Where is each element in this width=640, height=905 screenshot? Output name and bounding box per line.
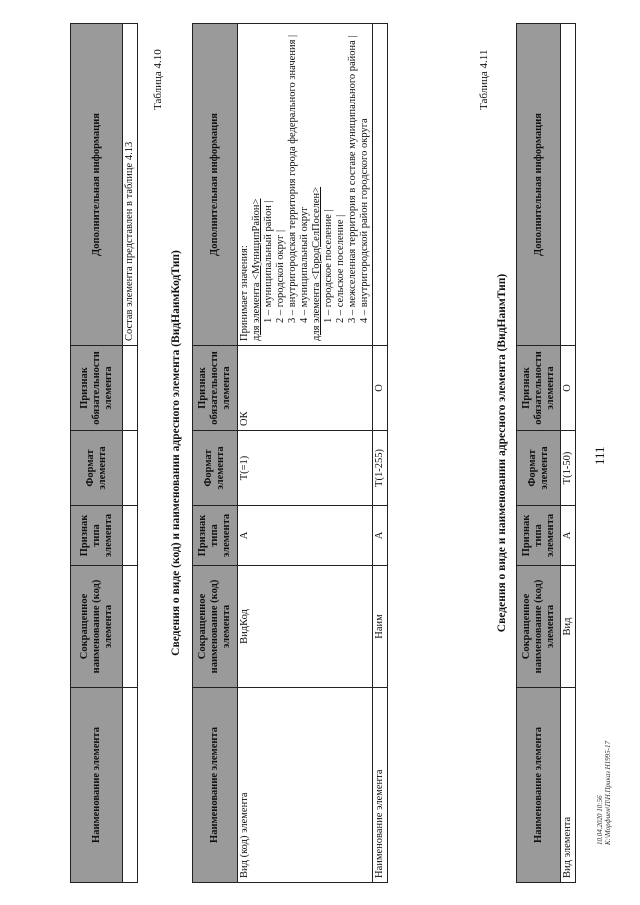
table-title-4-10: Сведения о виде (код) и наименовании адресного элемента (ВидНаимКодТип) xyxy=(170,250,182,656)
extra-intro: Принимает значения: xyxy=(239,245,250,341)
cell-type: А xyxy=(561,506,576,566)
stamp-line: 10.04.2020 10:56 xyxy=(596,795,604,845)
extra-group2-item: 4 – внутригородской район городского округа xyxy=(359,118,370,323)
cell-name: Вид элемента xyxy=(561,688,576,883)
cell-format xyxy=(123,431,138,506)
cell-req: О xyxy=(373,346,388,431)
cell-extra xyxy=(238,24,373,346)
header-short: Сокращенное наименование (код) элемента xyxy=(71,566,123,688)
print-stamp xyxy=(596,741,612,845)
header-format: Формат элемента xyxy=(193,431,238,506)
table-4-9-fragment xyxy=(70,23,138,883)
table-4-10 xyxy=(192,23,388,883)
page-number: 111 xyxy=(592,446,607,465)
cell-type xyxy=(123,506,138,566)
cell-format: T(1-50) xyxy=(561,431,576,506)
extra-group2-item: 2 – сельское поселение | xyxy=(335,214,346,323)
header-short: Сокращенное наименование (код) элемента xyxy=(193,566,238,688)
stamp-line: К:\Морфиен\П\Н.Приказ Н1995-17 xyxy=(604,741,612,845)
cell-short xyxy=(123,566,138,688)
table-header-row xyxy=(71,24,123,883)
table-caption-4-10: Таблица 4.10 xyxy=(152,49,164,110)
header-extra: Дополнительная информация xyxy=(193,24,238,346)
header-format: Формат элемента xyxy=(71,431,123,506)
header-type: Признак типа элемента xyxy=(517,506,561,566)
extra-group2-item: 3 – межселенная территория в составе муниципального района | xyxy=(347,35,358,323)
cell-req: О xyxy=(561,346,576,431)
extra-group1-head: для элемента <МуниципРайон> xyxy=(251,198,262,341)
extra-group1-item: 4 – муниципальный округ xyxy=(299,206,310,323)
extra-group2-head: для элемента <ГородСелПоселен> xyxy=(311,186,322,341)
header-req: Признак обязательности элемента xyxy=(517,346,561,431)
header-extra: Дополнительная информация xyxy=(517,24,561,346)
table-row xyxy=(123,24,138,883)
header-type: Признак типа элемента xyxy=(71,506,123,566)
header-req: Признак обязательности элемента xyxy=(193,346,238,431)
cell-short: Наим xyxy=(373,566,388,688)
cell-extra xyxy=(561,24,576,346)
header-type: Признак типа элемента xyxy=(193,506,238,566)
cell-short: Вид xyxy=(561,566,576,688)
cell-short: ВидКод xyxy=(238,566,373,688)
header-short: Сокращенное наименование (код) элемента xyxy=(517,566,561,688)
table-row xyxy=(373,24,388,883)
header-format: Формат элемента xyxy=(517,431,561,506)
cell-req: ОК xyxy=(238,346,373,431)
table-caption-4-11: Таблица 4.11 xyxy=(478,49,490,110)
extra-group1-item: 2 – городской округ | xyxy=(275,229,286,323)
table-row xyxy=(561,24,576,883)
cell-name: Вид (код) элемента xyxy=(238,688,373,883)
header-name: Наименование элемента xyxy=(517,688,561,883)
cell-extra xyxy=(373,24,388,346)
extra-group1-item: 3 – внутригородская территория города федерального значения | xyxy=(287,34,298,323)
cell-type: А xyxy=(238,506,373,566)
extra-group2-item: 1 – городское поселение | xyxy=(323,209,334,323)
cell-format: T(=1) xyxy=(238,431,373,506)
table-title-4-11: Сведения о виде и наименовании адресного элемента (ВидНаимТип) xyxy=(496,273,508,633)
table-header-row xyxy=(193,24,238,883)
header-name: Наименование элемента xyxy=(193,688,238,883)
cell-name: Наименование элемента xyxy=(373,688,388,883)
table-row xyxy=(238,24,373,883)
cell-req xyxy=(123,346,138,431)
cell-extra: Состав элемента представлен в таблице 4.13 xyxy=(123,24,138,346)
header-req: Признак обязательности элемента xyxy=(71,346,123,431)
cell-name xyxy=(123,688,138,883)
extra-group1-item: 1 – муниципальный район | xyxy=(263,200,274,323)
cell-type: А xyxy=(373,506,388,566)
table-header-row xyxy=(517,24,561,883)
header-extra: Дополнительная информация xyxy=(71,24,123,346)
cell-format: T(1-255) xyxy=(373,431,388,506)
table-4-11 xyxy=(516,23,576,883)
header-name: Наименование элемента xyxy=(71,688,123,883)
